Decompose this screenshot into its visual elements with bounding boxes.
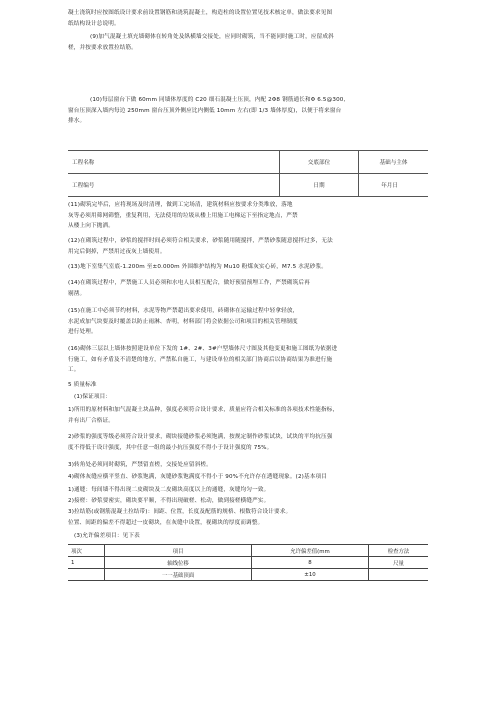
text-line: 并有出厂合格证。 [68, 417, 114, 424]
item-14-paragraph [68, 278, 440, 299]
item-10-paragraph [68, 95, 440, 127]
item-12-paragraph [68, 236, 440, 257]
text-line: 用完后倒掉，严禁用过夜灰上墙使用。 [68, 248, 166, 255]
basic-item-position-note: 位置、间距的偏差不得超过一皮砌块，在灰缝中设置，视砌块的厚度而调整。 [68, 520, 264, 526]
item-16-paragraph [68, 344, 440, 376]
text-line: 灰等必须用筛网筛整，重复利用，无法使用的垃圾从楼上用施工电梯运下至指定地点，严禁 [68, 212, 298, 219]
table-row [68, 557, 428, 569]
table-cell: 8 [252, 557, 369, 569]
project-name-value [176, 151, 280, 174]
table-cell: 尺量 [369, 557, 429, 569]
table-cell: 轴线位移 [105, 557, 252, 569]
project-no-label: 工程编号 [68, 174, 176, 197]
quality-item-1 [68, 405, 440, 426]
handover-label: 交底部位 [280, 151, 359, 174]
text-line: 凝土浇筑时应按图纸设计要求前设置钢筋和浇筑混凝土，构造柱的设置位置见技术核定单，做法要求见图 [68, 10, 333, 16]
text-line: 度不得低于设计强度，其中任意一组的最小抗压强度不得小于设计强度的 75%。 [68, 444, 273, 451]
text-line: (15)在施工中必须节约材料，水泥等物严禁超出要求使用，砖砌体在运输过程中轻拿轻放， [68, 308, 299, 314]
tolerance-table [68, 544, 428, 581]
table-cell: 1 [68, 557, 105, 569]
item-13-paragraph [68, 262, 440, 273]
quality-item-4: 4)砌体灰缝应横平竖直、砂浆饱满，灰缝砂浆饱满度不得小于 90%不允许存在透缝现象。(2)基本项目 [68, 474, 327, 480]
tolerance-items-heading: (3)允许偏差项目：见下表 [74, 533, 140, 539]
quality-item-3: 3)转角处必须同时砌筑，严禁留直槎，交接处应留斜槎。 [68, 462, 212, 468]
table-cell: ±10 [252, 569, 369, 581]
table-cell: 一一基础顶面 [105, 569, 252, 581]
project-info-table [68, 150, 428, 197]
project-no-value [176, 174, 280, 197]
table-header-cell: 检查方法 [369, 545, 429, 557]
guarantee-items-heading: (1)保证项目： [74, 394, 112, 400]
text-line: (16)砌体三层以上墙体按照建设单位下发的 1#、2#、3#户型墙体尺寸图及其他变更和施工图纸为依据进 [68, 346, 338, 352]
table-cell [68, 569, 105, 581]
table-header-cell: 项目 [105, 545, 252, 557]
text-line: 从楼上向下抛洒。 [68, 223, 114, 230]
text-line: (14)在砌筑过程中，严禁施工人员必须和水电人员相互配合，做好预留预埋工作，严禁砌筑后再 [68, 280, 310, 286]
text-line: 剔凿。 [68, 290, 86, 297]
item-9-paragraph [68, 32, 440, 53]
table-header-cell: 允许偏差值(mm [252, 545, 369, 557]
table-header-row [68, 545, 428, 557]
text-line: 窗台压顶深入墙内每边 250mm 窗台压顶外侧应比内侧低 10mm 左右(即 1/3 墙体厚度)，以便于将来窗台 [68, 107, 342, 114]
basic-item-2: 2)接槎：砂浆要密实，砌块要平顺，不得出现破槎、松动，做到接槎横缝严实。 [68, 498, 270, 504]
text-line: 排水。 [68, 118, 86, 125]
table-row [68, 569, 428, 581]
handover-value: 基础与主体 [359, 151, 429, 174]
table-header-cell: 项次 [68, 545, 105, 557]
table-cell [369, 569, 429, 581]
section-5-heading: 5 质量标准 [68, 382, 97, 388]
quality-item-2 [68, 432, 440, 453]
text-line: (11)砌筑完毕后，应将现场及时清理，做到工完场清，建筑材料应按要求分类堆放，落地 [68, 202, 293, 208]
text-line: 进行处理。 [68, 329, 97, 336]
project-name-label: 工程名称 [68, 151, 176, 174]
text-line: 1)所用的原材料和加气混凝土块品种，强度必须符合设计要求，质量应符合相关标准的各项技术性能指标， [68, 407, 339, 413]
intro-paragraph [68, 8, 440, 29]
text-line: (9)加气混凝土填充墙砌体在转角处及纵横墙交接处，应同时砌筑，当不能同时施工时，应留成斜 [90, 34, 334, 40]
item-11-paragraph [68, 200, 440, 232]
date-value: 年月日 [359, 174, 429, 197]
text-line: (12)在砌筑过程中，砂浆的搅拌时间必须符合相关要求，砂浆随用随搅拌，严禁砂浆随意搅拌过多，无法 [68, 238, 333, 244]
text-line: 纸结构设计总说明。 [68, 20, 120, 27]
text-line: (10)每层窗台下做 60mm 同墙体厚度的 C20 细石混凝土压顶，内配 2Φ8 钢筋通长和Φ 6.5@300, [90, 97, 346, 103]
date-label: 日期 [280, 174, 359, 197]
basic-item-3: 3)拉结筋(或钢筋混凝土拉结带)：间距、位置，长度及配筋的规格、根数符合设计要求。 [68, 509, 292, 515]
text-line: 行施工，如有矛盾及不清楚的地方，严禁私自施工，与建设单位的相关部门协商后以协商结果为准进行施 [68, 356, 333, 363]
text-line: 槎，并按要求放置拉结筋。 [68, 44, 137, 51]
text-line: 工。 [68, 367, 80, 374]
basic-item-1: 1)通缝：每间墙不得出现二皮砌块及二皮砌块高度以上的通缝，灰缝均匀一致。 [68, 487, 270, 493]
text-line: (13)地下室集气室底-1.200m 至±0.000m 外围维护结构为 Mu10 粉煤灰实心砖，M7.5 水泥砂浆。 [68, 264, 327, 270]
text-line: 水泥成加气块要及时覆盖以防止雨淋、杏明，材料部门将会依据公司和项目的相关管理制度 [68, 318, 298, 325]
item-15-paragraph [68, 306, 440, 338]
text-line: 2)砂浆的强度等级必须符合设计要求，砌块接缝砂浆必须饱满，按规定制作砂浆试块，试块的平均抗压强 [68, 434, 333, 440]
